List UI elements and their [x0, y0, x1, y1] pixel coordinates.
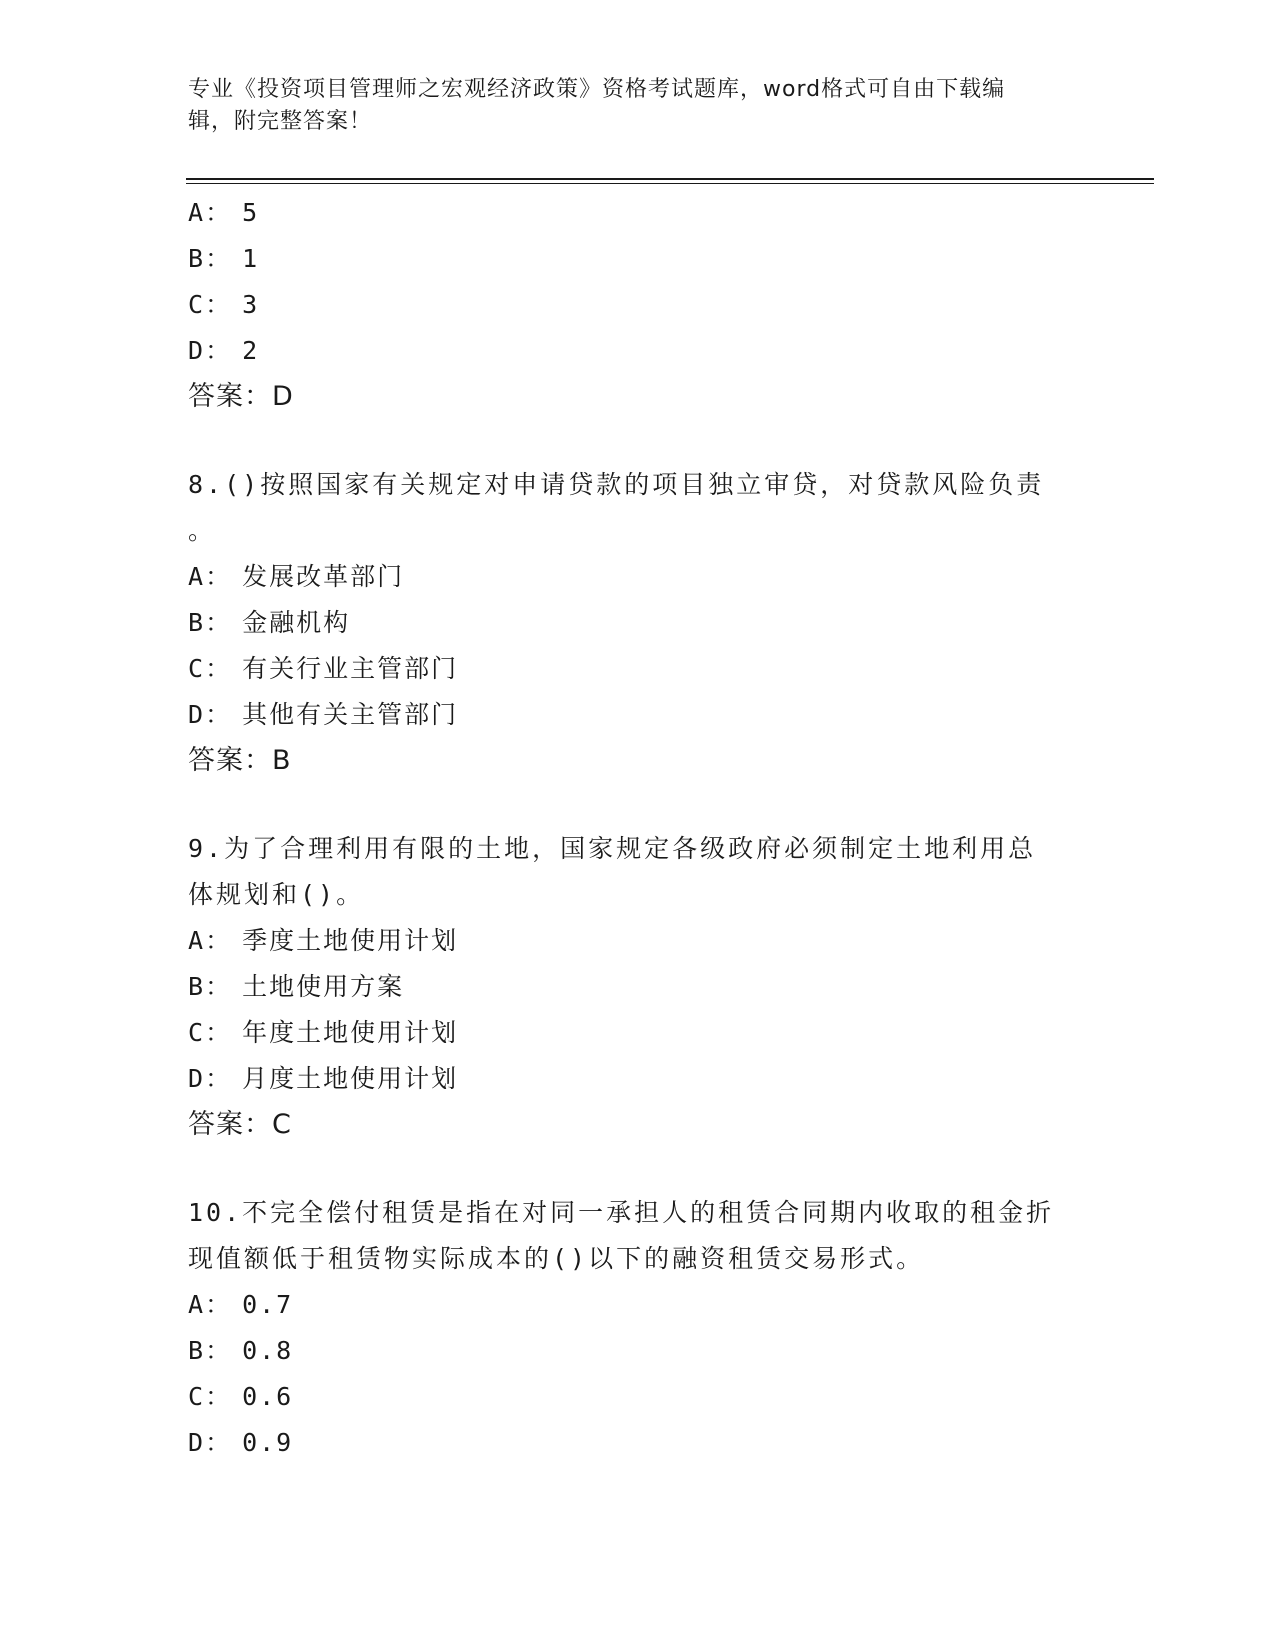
option-d: D： 其他有关主管部门	[188, 700, 459, 729]
question-8	[188, 462, 1088, 784]
question-9	[188, 826, 1088, 1148]
option-a: A： 0.7	[188, 1290, 294, 1319]
header-line-1: 专业《投资项目管理师之宏观经济政策》资格考试题库，word格式可自由下载编	[188, 77, 1006, 102]
header-rule-thin	[186, 183, 1154, 184]
question-line-1: 10.不完全偿付租赁是指在对同一承担人的租赁合同期内收取的租金折	[188, 1198, 1055, 1227]
answer-line: 答案：B	[188, 745, 292, 776]
question-text	[188, 826, 1068, 918]
option-d: D： 2	[188, 336, 260, 365]
option-b: B： 土地使用方案	[188, 972, 405, 1001]
option-d: D： 月度土地使用计划	[188, 1064, 459, 1093]
option-b: B： 0.8	[188, 1336, 294, 1365]
option-c: C： 3	[188, 290, 260, 319]
option-b: B： 1	[188, 244, 260, 273]
question-7	[188, 190, 1088, 420]
question-text	[188, 462, 1068, 554]
option-a: A： 5	[188, 198, 260, 227]
question-line-2: 体规划和()。	[188, 880, 365, 909]
answer-line: 答案：C	[188, 1109, 292, 1140]
question-line-2: 。	[188, 516, 217, 545]
option-a: A： 发展改革部门	[188, 562, 405, 591]
option-a: A： 季度土地使用计划	[188, 926, 459, 955]
question-line-1: 9.为了合理利用有限的土地，国家规定各级政府必须制定土地利用总	[188, 834, 1037, 863]
option-c: C： 0.6	[188, 1382, 294, 1411]
option-c: C： 年度土地使用计划	[188, 1018, 459, 1047]
question-text	[188, 1190, 1068, 1282]
answer-line: 答案：D	[188, 381, 294, 412]
question-line-1: 8.()按照国家有关规定对申请贷款的项目独立审贷，对贷款风险负责	[188, 470, 1045, 499]
option-b: B： 金融机构	[188, 608, 351, 637]
option-c: C： 有关行业主管部门	[188, 654, 459, 683]
question-list	[188, 190, 1088, 1466]
header-rule-thick	[186, 178, 1154, 180]
option-d: D： 0.9	[188, 1428, 294, 1457]
document-header	[188, 74, 1068, 138]
question-line-2: 现值额低于租赁物实际成本的()以下的融资租赁交易形式。	[188, 1244, 925, 1273]
question-10	[188, 1190, 1088, 1466]
header-line-2: 辑，附完整答案！	[188, 109, 373, 134]
